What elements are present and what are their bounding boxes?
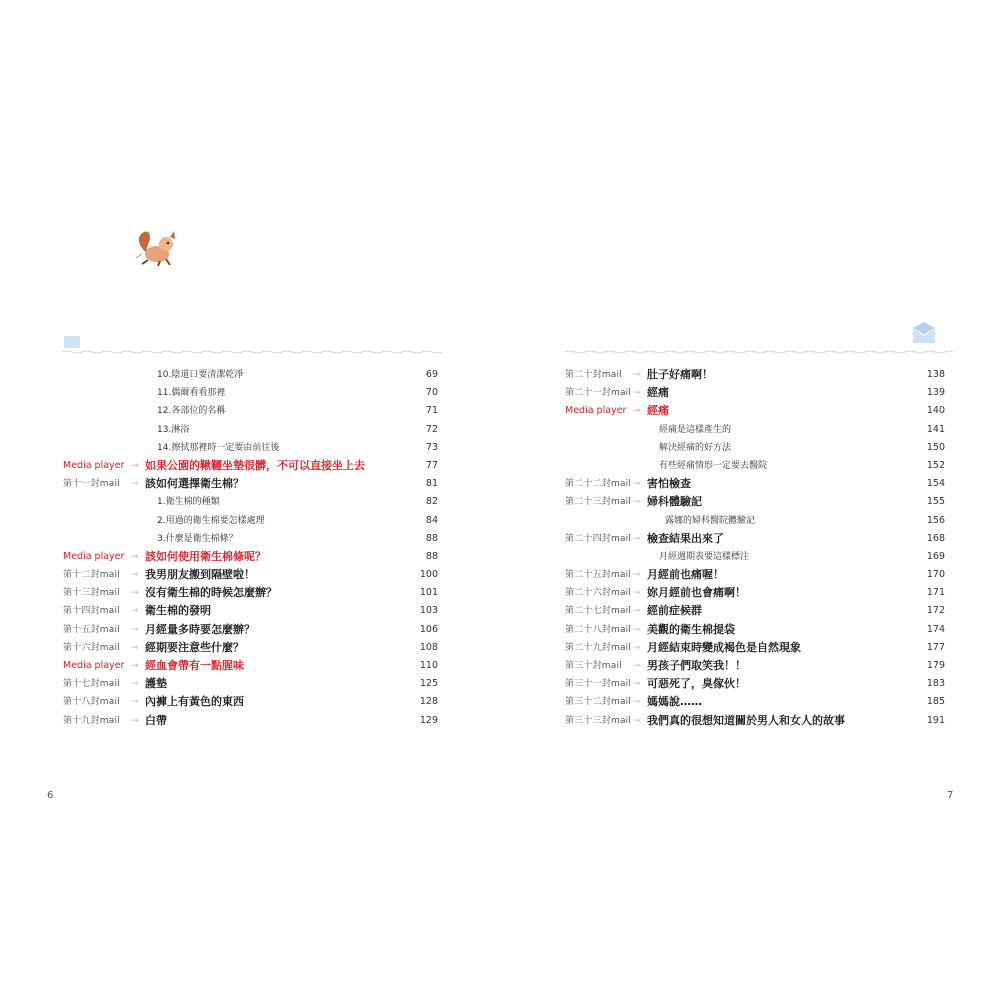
chapter-label: 第十一封mail <box>63 479 120 490</box>
arrow-bullet-icon: ⇝ <box>131 588 139 599</box>
toc-subtitle: 3.什麼是衛生棉條？ <box>157 533 238 544</box>
arrow-bullet-icon: ⇝ <box>131 661 139 671</box>
toc-page-number: 139 <box>926 387 945 399</box>
toc-subtitle: 解決經痛的好方法 <box>659 442 732 453</box>
toc-title: 內褲上有黃色的東西 <box>145 695 244 709</box>
toc-page-number: 172 <box>926 605 945 617</box>
arrow-bullet-icon: ⇝ <box>633 533 641 544</box>
toc-entry[interactable] <box>565 693 945 711</box>
toc-page-number: 88 <box>425 550 438 562</box>
toc-entry[interactable] <box>63 621 438 639</box>
page-number: 7 <box>947 790 954 801</box>
toc-title: 美觀的衛生棉提袋 <box>647 622 735 636</box>
arrow-bullet-icon: ⇝ <box>131 697 139 708</box>
arrow-bullet-icon: ⇝ <box>131 642 139 653</box>
chapter-label: 第二十八封mail <box>565 624 632 635</box>
blue-tab-icon <box>64 336 80 348</box>
arrow-bullet-icon: ⇝ <box>633 570 641 581</box>
toc-right <box>565 366 945 730</box>
toc-title: 該如何選擇衛生棉？ <box>145 477 244 491</box>
wavy-divider <box>565 350 953 354</box>
toc-title: 月經前也痛喔！ <box>647 568 724 582</box>
toc-entry[interactable] <box>63 402 438 420</box>
toc-entry[interactable] <box>565 512 945 530</box>
toc-title: 我男朋友搬到隔壁啦！ <box>145 568 255 582</box>
toc-title: 經前症候群 <box>647 604 702 618</box>
toc-page-number: 77 <box>425 459 438 471</box>
toc-page-number: 88 <box>425 532 438 544</box>
toc-page-number: 101 <box>419 587 438 599</box>
toc-page-number: 155 <box>926 496 945 508</box>
toc-page-number: 81 <box>425 478 438 490</box>
arrow-bullet-icon: ⇝ <box>633 388 641 399</box>
chapter-label: 第三十二封mail <box>565 697 632 708</box>
toc-title: 沒有衛生棉的時候怎麼辦？ <box>145 586 277 600</box>
envelope-icon <box>912 322 936 344</box>
toc-title: 肚子好痛啊！ <box>647 368 713 381</box>
arrow-bullet-icon: ⇝ <box>131 606 139 617</box>
toc-left <box>63 366 438 730</box>
toc-entry[interactable] <box>63 712 438 730</box>
toc-page-number: 174 <box>926 623 945 635</box>
media-player-label: Media player <box>63 459 125 471</box>
chapter-label: 第二十一封mail <box>565 388 632 399</box>
arrow-bullet-icon: ⇝ <box>131 570 139 581</box>
media-player-label: Media player <box>63 660 125 671</box>
chapter-label: 第十二封mail <box>63 570 120 581</box>
toc-subtitle: 14.擦拭那裡時一定要由前往後 <box>157 442 280 453</box>
toc-title: 妳月經前也會痛啊！ <box>647 586 746 600</box>
chapter-label: 第十八封mail <box>63 697 120 708</box>
toc-title: 害怕檢查 <box>647 477 691 491</box>
toc-page-number: 72 <box>425 423 438 435</box>
arrow-bullet-icon: ⇝ <box>131 624 139 635</box>
toc-entry[interactable] <box>63 457 438 475</box>
toc-entry[interactable] <box>565 475 945 493</box>
arrow-bullet-icon: ⇝ <box>633 606 641 617</box>
toc-title: 檢查結果出來了 <box>647 531 724 545</box>
toc-title: 該如何使用衛生棉條呢？ <box>145 549 266 563</box>
toc-title: 男孩子們取笑我！！ <box>647 659 746 672</box>
chapter-label: 第二十六封mail <box>565 588 632 599</box>
arrow-bullet-icon: ⇝ <box>131 460 139 471</box>
toc-entry[interactable] <box>565 566 945 584</box>
toc-entry[interactable] <box>63 584 438 602</box>
toc-title: 經期要注意些什麼？ <box>145 640 244 654</box>
toc-page-number: 183 <box>926 678 945 690</box>
toc-page-number: 110 <box>419 660 438 671</box>
chapter-label: 第三十一封mail <box>565 679 632 690</box>
arrow-bullet-icon: ⇝ <box>131 551 139 562</box>
toc-entry[interactable] <box>565 457 945 475</box>
page-number: 6 <box>47 790 54 801</box>
toc-title: 經血會帶有一點腥味 <box>145 659 244 672</box>
toc-entry[interactable] <box>63 421 438 439</box>
arrow-bullet-icon: ⇝ <box>131 679 139 690</box>
chapter-label: 第十六封mail <box>63 642 120 653</box>
chapter-label: 第二十四封mail <box>565 533 632 544</box>
toc-entry[interactable] <box>565 530 945 548</box>
arrow-bullet-icon: ⇝ <box>633 624 641 635</box>
chapter-label: 第二十二封mail <box>565 479 632 490</box>
right-page <box>500 0 1000 1000</box>
chapter-label: 第二十五封mail <box>565 570 632 581</box>
media-player-label: Media player <box>565 405 627 417</box>
toc-title: 月經結束時變成褐色是自然現象 <box>647 640 801 654</box>
toc-entry[interactable] <box>565 402 945 420</box>
arrow-bullet-icon: ⇝ <box>131 715 139 726</box>
media-player-label: Media player <box>63 550 125 562</box>
toc-entry[interactable] <box>63 602 438 620</box>
toc-entry[interactable] <box>63 639 438 657</box>
toc-subtitle: 1.衛生棉的種類 <box>157 497 220 508</box>
chapter-label: 第二十三封mail <box>565 497 632 508</box>
toc-page-number: 100 <box>419 569 438 581</box>
toc-entry[interactable] <box>565 639 945 657</box>
squirrel-mascot-icon <box>130 228 180 268</box>
arrow-bullet-icon: ⇝ <box>131 479 139 490</box>
toc-entry[interactable] <box>63 530 438 548</box>
toc-page-number: 73 <box>425 441 438 453</box>
toc-entry[interactable] <box>63 475 438 493</box>
toc-page-number: 185 <box>926 696 945 708</box>
toc-subtitle: 有些經痛情形一定要去醫院 <box>659 460 768 471</box>
toc-page-number: 103 <box>419 605 438 617</box>
toc-subtitle: 10.陰道口要清潔乾淨 <box>157 370 244 380</box>
chapter-label: 第十三封mail <box>63 588 120 599</box>
toc-entry[interactable] <box>63 512 438 530</box>
toc-page-number: 125 <box>419 678 438 690</box>
toc-page-number: 156 <box>926 514 945 526</box>
toc-entry[interactable] <box>565 366 945 384</box>
chapter-label: 第三十封mail <box>565 661 622 671</box>
chapter-label: 第二十封mail <box>565 370 622 380</box>
arrow-bullet-icon: ⇝ <box>633 679 641 690</box>
toc-entry[interactable] <box>565 493 945 511</box>
arrow-bullet-icon: ⇝ <box>633 479 641 490</box>
arrow-bullet-icon: ⇝ <box>633 697 641 708</box>
toc-page-number: 154 <box>926 478 945 490</box>
arrow-bullet-icon: ⇝ <box>633 370 641 380</box>
toc-page-number: 129 <box>419 714 438 726</box>
toc-page-number: 82 <box>425 496 438 508</box>
toc-title: 我們真的很想知道關於男人和女人的故事 <box>647 713 845 727</box>
toc-entry[interactable] <box>63 366 438 384</box>
toc-page-number: 152 <box>926 459 945 471</box>
chapter-label: 第三十三封mail <box>565 715 632 726</box>
toc-entry[interactable] <box>565 584 945 602</box>
toc-title: 月經量多時要怎麼辦？ <box>145 622 255 636</box>
toc-entry[interactable] <box>565 657 945 675</box>
toc-title: 護墊 <box>145 677 167 691</box>
arrow-bullet-icon: ⇝ <box>633 661 641 671</box>
toc-title: 如果公園的鞦韆坐墊很髒，不可以直接坐上去 <box>145 458 365 472</box>
toc-subtitle: 12.各部位的名稱 <box>157 406 226 417</box>
arrow-bullet-icon: ⇝ <box>633 715 641 726</box>
toc-page-number: 141 <box>926 423 945 435</box>
toc-subtitle: 露娜的婦科醫院體驗記 <box>665 515 756 526</box>
toc-title: 衛生棉的發明 <box>145 604 211 618</box>
wavy-divider <box>62 350 442 354</box>
toc-title: 婦科體驗記 <box>647 495 702 509</box>
toc-page-number: 140 <box>926 405 945 417</box>
toc-subtitle: 13.淋浴 <box>157 424 190 435</box>
toc-subtitle: 經痛是這樣產生的 <box>659 424 732 435</box>
toc-page-number: 171 <box>926 587 945 599</box>
arrow-bullet-icon: ⇝ <box>633 497 641 508</box>
toc-entry[interactable] <box>565 548 945 566</box>
arrow-bullet-icon: ⇝ <box>633 406 641 417</box>
toc-entry[interactable] <box>565 421 945 439</box>
toc-entry[interactable] <box>63 493 438 511</box>
toc-page-number: 84 <box>425 514 438 526</box>
toc-subtitle: 11.偶爾看看那裡 <box>157 388 226 399</box>
toc-title: 經痛 <box>647 404 669 418</box>
toc-page-number: 169 <box>926 550 945 562</box>
toc-page-number: 71 <box>425 405 438 417</box>
toc-title: 媽媽說…… <box>647 695 702 709</box>
toc-entry[interactable] <box>565 439 945 457</box>
toc-entry[interactable] <box>63 657 438 675</box>
toc-entry[interactable] <box>63 693 438 711</box>
toc-page-number: 170 <box>926 569 945 581</box>
toc-title: 經痛 <box>647 386 669 400</box>
toc-page-number: 150 <box>926 441 945 453</box>
arrow-bullet-icon: ⇝ <box>633 642 641 653</box>
toc-entry[interactable] <box>565 675 945 693</box>
toc-entry[interactable] <box>63 566 438 584</box>
chapter-label: 第十九封mail <box>63 715 120 726</box>
toc-title: 白帶 <box>145 713 167 727</box>
toc-page-number: 69 <box>425 369 438 380</box>
toc-page-number: 168 <box>926 532 945 544</box>
toc-entry[interactable] <box>565 602 945 620</box>
toc-entry[interactable] <box>63 439 438 457</box>
chapter-label: 第二十七封mail <box>565 606 632 617</box>
toc-page-number: 106 <box>419 623 438 635</box>
toc-page-number: 191 <box>926 714 945 726</box>
chapter-label: 第十五封mail <box>63 624 120 635</box>
toc-entry[interactable] <box>565 621 945 639</box>
chapter-label: 第十四封mail <box>63 606 120 617</box>
arrow-bullet-icon: ⇝ <box>633 588 641 599</box>
chapter-label: 第十七封mail <box>63 679 120 690</box>
chapter-label: 第二十九封mail <box>565 642 632 653</box>
toc-page-number: 70 <box>425 387 438 399</box>
toc-page-number: 128 <box>419 696 438 708</box>
toc-entry[interactable] <box>63 675 438 693</box>
toc-page-number: 108 <box>419 641 438 653</box>
toc-title: 可惡死了，臭傢伙！ <box>647 677 746 691</box>
toc-entry[interactable] <box>565 712 945 730</box>
toc-entry[interactable] <box>63 548 438 566</box>
toc-entry[interactable] <box>565 384 945 402</box>
toc-page-number: 138 <box>926 369 945 380</box>
toc-entry[interactable] <box>63 384 438 402</box>
toc-subtitle: 月經週期表要這樣標注 <box>659 551 750 562</box>
toc-page-number: 179 <box>926 660 945 671</box>
toc-subtitle: 2.用過的衛生棉要怎樣處理 <box>157 515 265 526</box>
toc-page-number: 177 <box>926 641 945 653</box>
